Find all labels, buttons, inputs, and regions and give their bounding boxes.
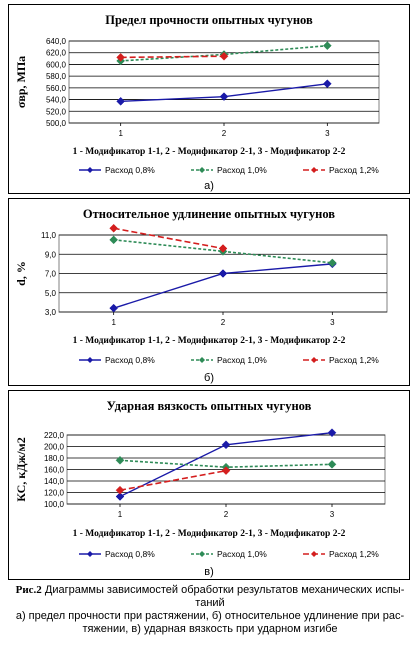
y-tick-label: 640,0 [45,37,66,46]
y-tick-label: 7,0 [44,269,56,279]
y-tick-label: 160,0 [43,465,64,475]
legend-swatch-marker [311,167,317,173]
caption-lead: Рис.2 [15,584,42,596]
legend-label: Расход 0,8% [105,165,155,175]
x-axis-label: 1 - Модификатор 1-1, 2 - Модификатор 2-1, 3 - Модификатор 2-2 [72,147,346,157]
legend-swatch-marker [199,551,205,557]
legend-label: Расход 1,0% [217,549,267,559]
caption-line-1 [4,584,416,597]
y-tick-label: 620,0 [45,48,66,58]
chart-title: Относительное удлинение опытных чугунов [82,207,336,221]
legend-label: Расход 1,2% [329,165,379,175]
y-tick-label: 580,0 [45,72,66,82]
y-tick-label: 100,0 [43,500,64,509]
y-tick-label: 560,0 [45,83,66,93]
y-tick-label: 500,0 [45,119,66,128]
y-axis-label: КС, кДж/м2 [14,437,28,502]
legend-label: Расход 1,0% [217,355,267,365]
y-axis-label: d, % [14,261,28,286]
panel-label: в) [204,566,214,578]
legend-swatch-marker [87,551,93,557]
legend-swatch-marker [87,357,93,363]
chart-strength [9,5,409,193]
legend-label: Расход 1,2% [329,355,379,365]
chart-title: Предел прочности опытных чугунов [105,13,313,27]
chart-title: Ударная вязкость опытных чугунов [106,399,312,413]
x-tick-label: 3 [329,510,335,519]
legend-swatch-marker [311,357,317,363]
legend-label: Расход 0,8% [105,355,155,365]
chart-panel-impact [8,390,410,580]
x-tick-label: 1 [111,318,116,327]
figure-caption [4,584,416,636]
y-tick-label: 200,0 [43,442,64,452]
panel-label: а) [204,180,214,192]
caption-text-1: Диаграммы зависимостей обработки результатов механических испы- [41,584,405,596]
chart-panel-strength [8,4,410,194]
caption-line-3: а) предел прочности при растяжении, б) относительное удлинение при рас- [15,610,405,622]
legend-swatch-marker [199,357,205,363]
y-axis-label: σвр, МПа [14,55,28,109]
legend-label: Расход 1,2% [329,549,379,559]
chart-panel-elongation [8,198,410,386]
y-tick-label: 220,0 [43,431,64,440]
x-tick-label: 2 [223,510,229,519]
legend-swatch-marker [87,167,93,173]
chart-impact [9,391,409,579]
legend-swatch-marker [311,551,317,557]
x-tick-label: 1 [117,510,123,519]
caption-line-4: тяжении, в) ударная вязкость при ударном изгибе [82,623,338,635]
panel-label: б) [204,372,214,384]
caption-line-2: таний [195,597,225,609]
y-tick-label: 9,0 [44,250,56,260]
x-tick-label: 3 [325,129,330,138]
chart-elongation [9,199,409,385]
y-tick-label: 600,0 [45,60,66,70]
y-tick-label: 540,0 [45,95,66,105]
y-tick-label: 180,0 [43,454,64,463]
x-tick-label: 3 [330,318,335,327]
legend-label: Расход 0,8% [105,549,155,559]
x-tick-label: 2 [220,318,226,327]
y-tick-label: 3,0 [44,308,56,317]
legend-swatch-marker [199,167,205,173]
data-point [110,224,118,232]
y-tick-label: 520,0 [45,107,66,117]
y-tick-label: 120,0 [43,488,64,498]
y-tick-label: 11,0 [41,231,56,240]
y-tick-label: 5,0 [44,288,56,298]
x-tick-label: 2 [221,129,227,138]
x-axis-label: 1 - Модификатор 1-1, 2 - Модификатор 2-1, 3 - Модификатор 2-2 [72,336,346,346]
legend-label: Расход 1,0% [217,165,267,175]
y-tick-label: 140,0 [43,477,64,486]
x-tick-label: 1 [118,129,123,138]
x-axis-label: 1 - Модификатор 1-1, 2 - Модификатор 2-1, 3 - Модификатор 2-2 [72,529,346,539]
